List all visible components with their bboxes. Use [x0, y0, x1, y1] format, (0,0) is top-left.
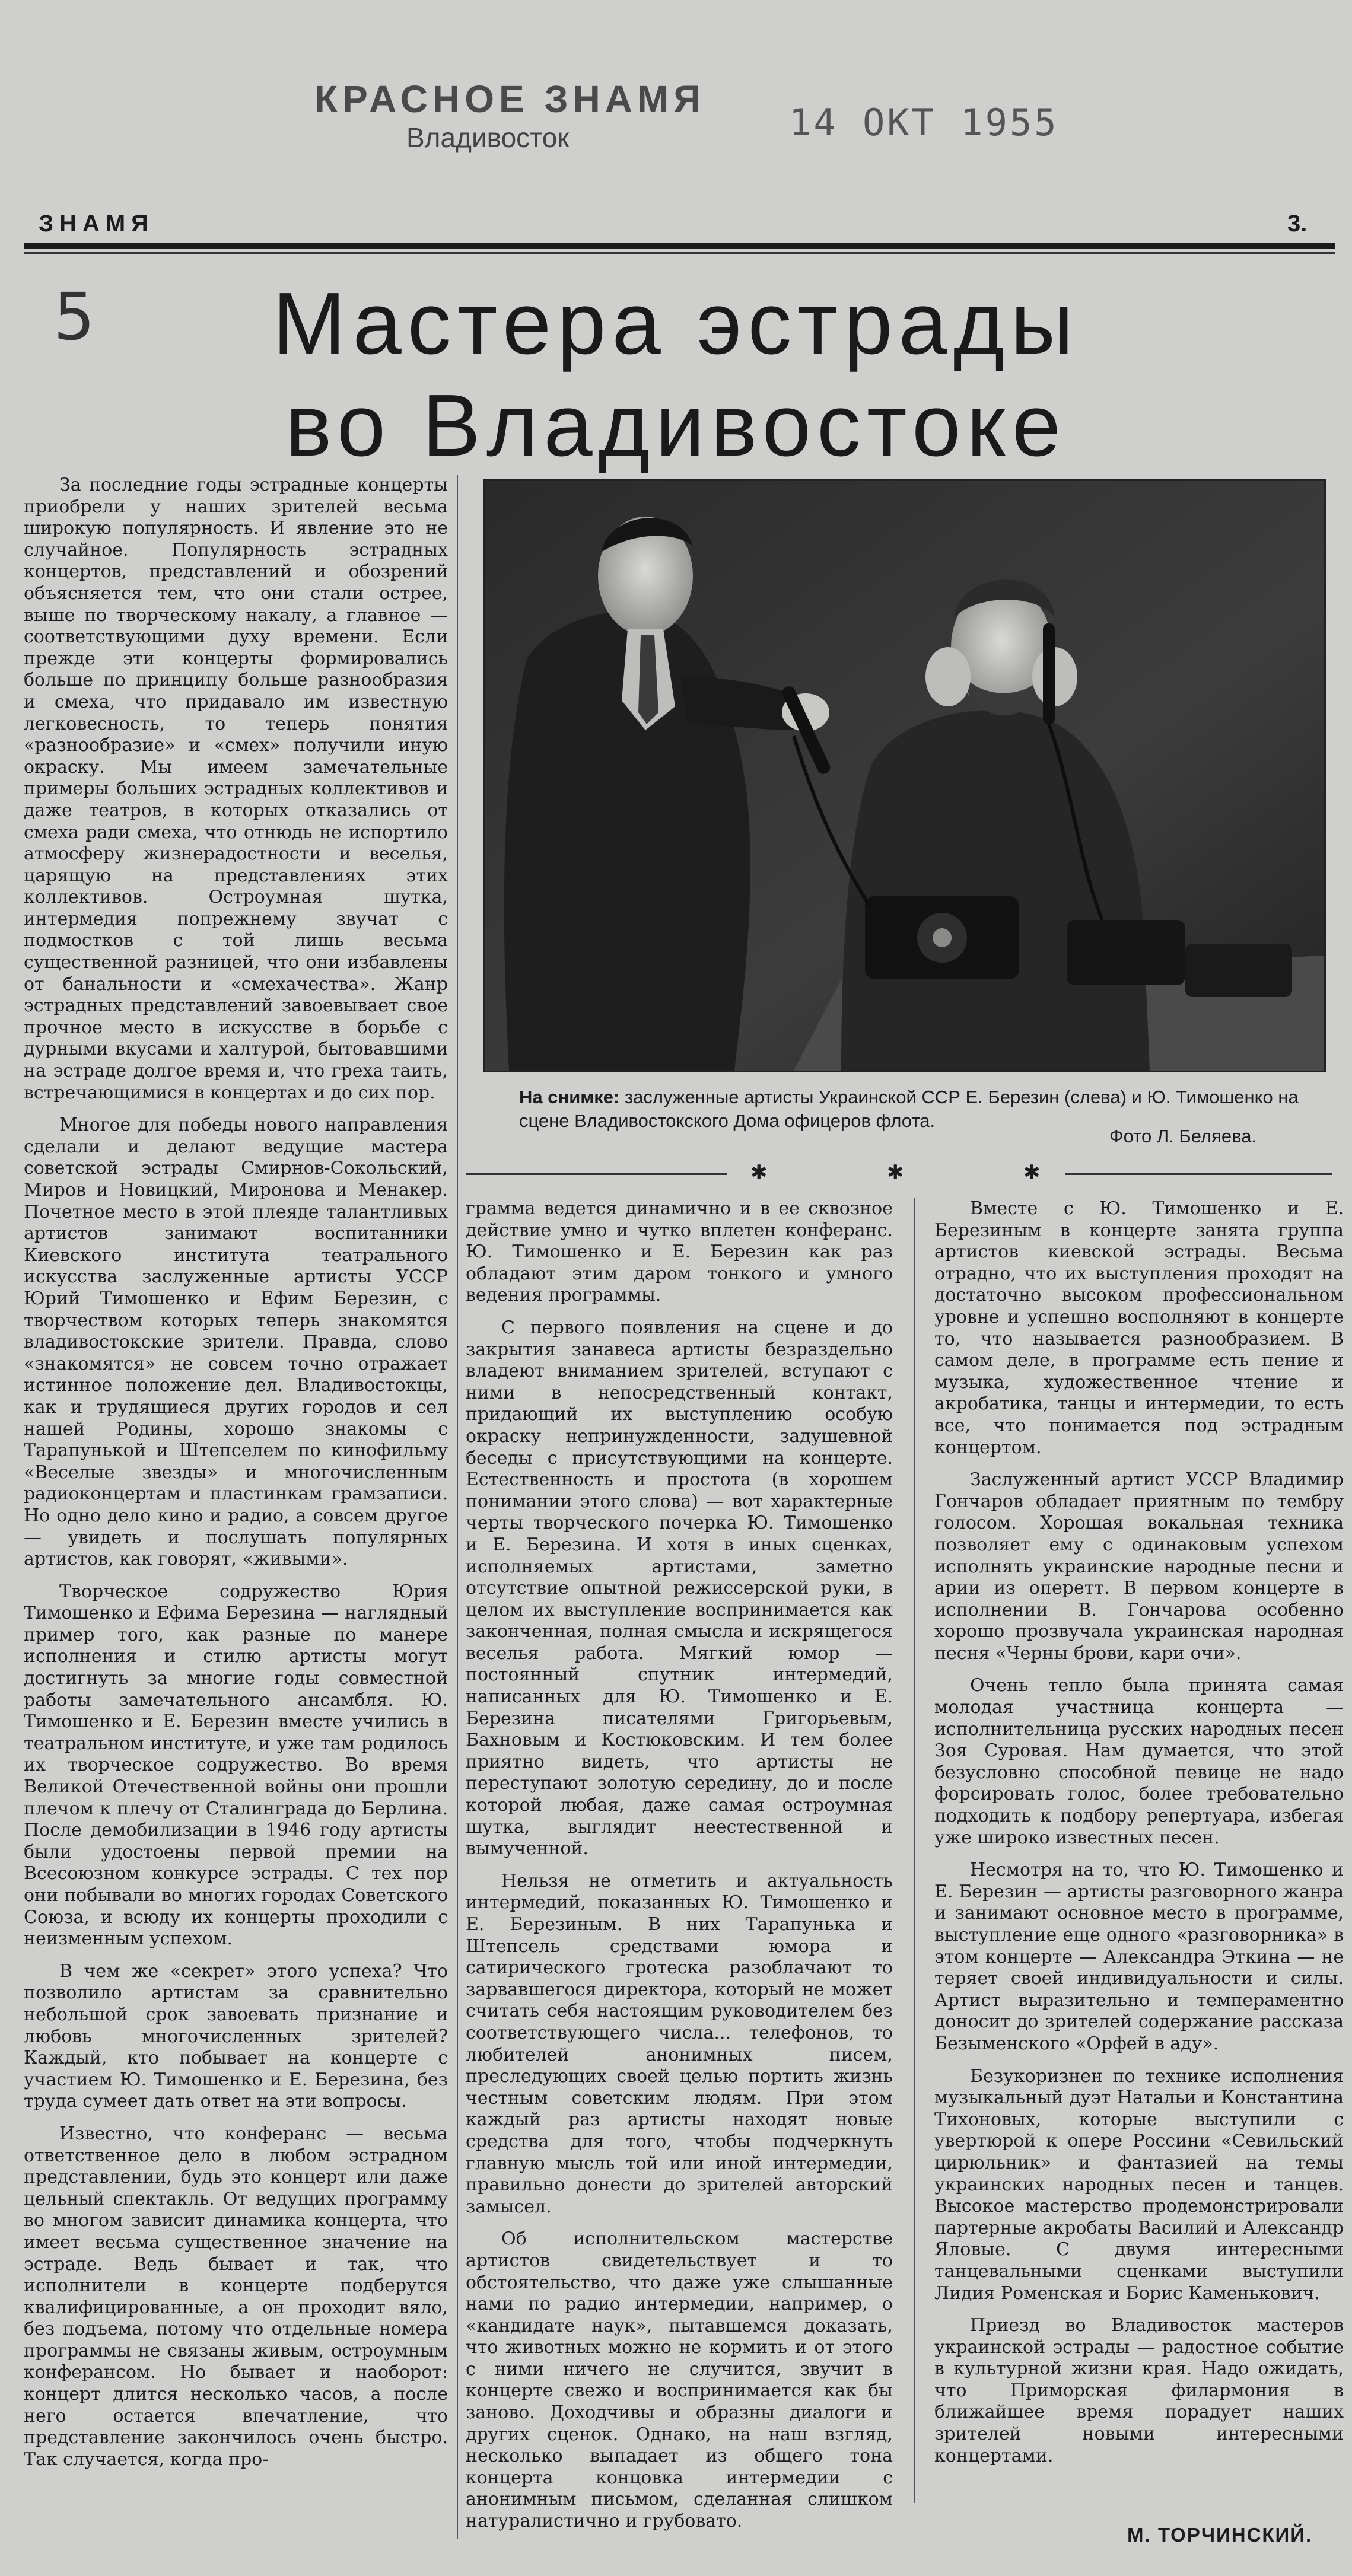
handwritten-number: 5 — [53, 279, 95, 355]
column-separator — [457, 475, 458, 2539]
headline-line-1: Мастера эстрады — [272, 275, 1080, 372]
paragraph: Вместе с Ю. Тимошенко и Е. Березиным в концерте занята группа артистов киевской эстрады. Весьма отрадно, что их выступления проходят на достаточно высоком профессиональном уровне и успешно восполняют в концерте то, что называется разнообразием. В самом деле, в программе есть пение и музыка, художественное чтение и акробатика, танцы и интермедии, то есть все, что понимается под эстрадным концертом. — [934, 1198, 1344, 1458]
photo-image — [485, 481, 1324, 1071]
newspaper-header-name: ЗНАМЯ — [39, 211, 154, 237]
paragraph: С первого появления на сцене и до закрытия занавеса артисты безраздельно владеют вниманием зрителей, вступают с ними в непосредственный контакт, придающий их выступлению особую окраску непринужденности, задушевной беседы с присутствующими на концерте. Естественность и простота (в хорошем понимании этого слова) — вот характерные черты творческого почерка Ю. Тимошенко и Е. Березина. И хотя в иных сценках, исполняемых артистами, заметно отсутствие опытной режиссерской руки, в целом их выступление воспринимается как законченная, полная смысла и искрящегося веселья работа. Мягкий юмор — постоянный спутник интермедий, написанных для Ю. Тимошенко и Е. Березина писателями Григорьевым, Бахновым и Костюковским. И тем более приятно видеть, что артисты не переступают золотую середину, до и после которой любая, даже самая остроумная шутка, выглядит неестественной и вымученной. — [466, 1317, 893, 1859]
paragraph: Приезд во Владивосток мастеров украинской эстрады — радостное событие в культурной жизни края. Надо ожидать, что Приморская филармония в ближайшее время порадует наших зрителей новыми интересными концертами. — [934, 2315, 1344, 2466]
paragraph: Безукоризнен по технике исполнения музыкальный дуэт Натальи и Константина Тихоновых, которые выступили с увертюрой к опере Россини «Севильский цирюльник» и фантазией на темы украинских народных песен и танцев. Высокое мастерство продемонстрировали партерные акробаты Василий и Александр Яловые. С двумя интересными танцевальными сценками выступили Лидия Роменская и Борис Каменькович. — [934, 2065, 1344, 2304]
separator-star: ✱ — [1023, 1161, 1041, 1184]
separator-line — [1065, 1173, 1332, 1175]
paragraph: Об исполнительском мастерстве артистов свидетельствует и то обстоятельство, что даже уже слышанные нами по радио интермедии, например, о «кандидате наук», пытавшемся доказать, что животных можно не кормить и от этого с ними ничего не случится, звучит в концерте свежо и воспринимается как бы заново. Доходчивы и образны диалоги и других сценок. Однако, на наш взгляд, несколько выпадает из общего тона концерта концовка интермедии с анонимным письмом, сделанная слишком натуралистично и грубовато. — [466, 2228, 893, 2532]
paragraph: Заслуженный артист УССР Владимир Гончаров обладает приятным по тембру голосом. Хорошая вокальная техника позволяет ему с одинаковым успехом исполнять украинские народные песни и арии из оперетт. В первом концерте в исполнении В. Гончарова особенно хорошо прозвучала украинская народная песня «Черны брови, кари очи». — [934, 1469, 1344, 1664]
separator-star: ✱ — [750, 1161, 768, 1184]
header-rule-thick — [24, 243, 1335, 249]
column-separator — [914, 1198, 915, 2503]
paragraph: За последние годы эстрадные концерты приобрели у наших зрителей весьма широкую популярность. И явление это не случайное. Популярность эстрадных концертов, представлений и обозрений объясняется тем, что они стали острее, выше по творческому накалу, а главное — соответствующими духу времени. Если прежде эти концерты формировались больше по принципу больше разнообразия и смеха, что придавало им известную легковесность, то теперь понятия «разнообразие» и «смех» получили иную окраску. Мы имеем замечательные примеры больших эстрадных коллективов и даже театров, в которых отказались от смеха ради смеха, что отнюдь не испортило атмосферу жизнерадостности и веселья, царящую на представлениях этих коллективов. Остроумная шутка, интермедия попрежнему звучат с подмостков с той лишь весьма существенной разницей, что они избавлены от банальности и «смехачества». Жанр эстрадных представлений завоевывает свое прочное место в искусстве в борьбе с дурными вкусами и халтурой, бытовавшими на эстраде долгое время и, что греха таить, встречающимися в концертах и до сих пор. — [24, 475, 448, 1103]
separator-star: ✱ — [887, 1161, 904, 1184]
photo-credit: Фото Л. Беляева. — [1109, 1126, 1257, 1147]
paragraph: Нельзя не отметить и актуальность интермедий, показанных Ю. Тимошенко и Е. Березиным. В них Тарапунька и Штепсель средствами юмора и сатирического гротеска разоблачают то зарвавшегося директора, который не может считать себя настоящим руководителем без соответствующего числа... телефонов, то любителей анонимных писем, преследующих своей целью портить жизнь честным советским людям. При этом каждый раз артисты находят новые средства для того, чтобы подчеркнуть главную мысль той или иной интермедии, правильно донести до зрителей авторский замысел. — [466, 1870, 893, 2217]
separator-line — [466, 1173, 727, 1175]
photo-caption-text: заслуженные артисты Украинской ССР Е. Березин (слева) и Ю. Тимошенко на сцене Владивостокского Дома офицеров флота. — [519, 1087, 1299, 1131]
paragraph: Несмотря на то, что Ю. Тимошенко и Е. Березин — артисты разговорного жанра и занимают основное место в программе, выступление еще одного «разговорника» в этом концерте — Александра Эткина — не теряет своей индивидуальности и силы. Артист выразительно и темпераментно доносит до зрителей содержание рассказа Безыменского «Орфей в аду». — [934, 1859, 1344, 2054]
archive-stamp-title: КРАСНОЕ ЗНАМЯ — [314, 78, 706, 120]
paragraph: Многое для победы нового направления сделали и делают ведущие мастера советской эстрады Смирнов-Сокольский, Миров и Новицкий, Миронова и Менакер. Почетное место в этой плеяде талантливых артистов занимают воспитанники Киевского института театрального искусства заслуженные артисты УССР Юрий Тимошенко и Ефим Березин, с творчеством которых теперь знакомятся владивостокские зрители. Правда, слово «знакомятся» не совсем точно отражает истинное положение дел. Владивостокцы, как и трудящиеся других городов и сел нашей Родины, хорошо знакомы с Тарапунькой и Штепселем по кинофильму «Веселые звезды» и многочисленным радиоконцертам и пластинкам грамзаписи. Но одно дело кино и радио, а совсем другое — увидеть и послушать популярных артистов, как говорят, «живыми». — [24, 1115, 448, 1570]
headline-line-2: во Владивостоке — [285, 377, 1067, 475]
paragraph: грамма ведется динамично и в ее сквозное действие умно и чутко вплетен конферанс. Ю. Тимошенко и Е. Березин как раз обладают этим даром тонкого и умного ведения программы. — [466, 1198, 893, 1306]
article-column-2 — [466, 1198, 893, 2556]
archive-stamp-city: Владивосток — [406, 122, 570, 153]
article-headline — [0, 273, 1352, 477]
page-number: 3. — [1287, 211, 1308, 237]
article-column-3 — [934, 1198, 1344, 2479]
paragraph: Очень тепло была принята самая молодая участница концерта — исполнительница русских народных песен Зоя Суровая. Нам думается, что этой безусловно способной певице не надо форсировать голос, более требовательно подходить к подбору репертуара, избегая уже широко известных песен. — [934, 1675, 1344, 1848]
paragraph: В чем же «секрет» этого успеха? Что позволило артистам за сравнительно небольшой срок завоевать признание и любовь многочисленных зрителей? Каждый, кто побывает на концерте с участием Ю. Тимошенко и Е. Березина, без труда сумеет дать ответ на эти вопросы. — [24, 1960, 448, 2112]
paragraph: Творческое содружество Юрия Тимошенко и Ефима Березина — наглядный пример того, как разные по манере исполнения и стилю артисты могут достигнуть за многие годы совместной работы замечательного ансамбля. Ю. Тимошенко и Е. Березин вместе учились в театральном институте, и уже там родилось их творческое содружество. Во время Великой Отечественной войны они прошли плечом к плечу от Сталинграда до Берлина. После демобилизации в 1946 году артисты были удостоены первой премии на Всесоюзном конкурсе эстрады. С тех пор они побывали во многих городах Советского Союза, и всюду их концерты проходили с неизменным успехом. — [24, 1581, 448, 1950]
paragraph: Известно, что конферанс — весьма ответственное дело в любом эстрадном представлении, будь это концерт или даже цельный спектакль. От ведущих программу во многом зависит динамика концерта, что имеет весьма существенное значение на эстраде. Ведь бывает и так, что исполнители в концерте подберутся квалифицированные, а он проходит вяло, без подъема, потому что отдельные номера программы не связаны живым, остроумным конферансом. Но бывает и наоборот: концерт длится несколько часов, а после него остается впечатление, что представление закончилось очень быстро. Так случается, когда про- — [24, 2123, 448, 2470]
photo-caption-lead: На снимке: — [519, 1087, 620, 1107]
header-rule-thin — [24, 252, 1335, 254]
article-photo — [483, 479, 1326, 1072]
archive-stamp-date: 14 ОКТ 1955 — [789, 101, 1059, 144]
author-signature: М. ТОРЧИНСКИЙ. — [1127, 2524, 1313, 2546]
section-separator — [466, 1163, 1332, 1186]
article-column-1 — [24, 475, 448, 2550]
